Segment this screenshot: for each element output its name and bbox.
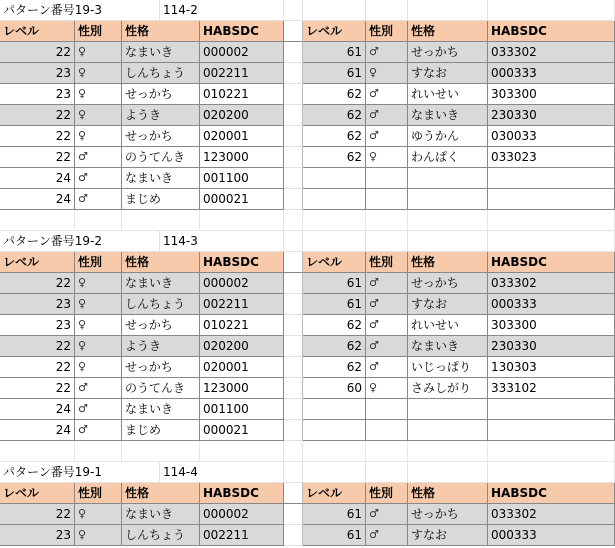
- stats-cell[interactable]: 033023: [488, 147, 615, 168]
- blank-row: [0, 210, 615, 231]
- empty-cell[interactable]: [488, 168, 615, 189]
- level-cell[interactable]: 62: [303, 336, 366, 357]
- empty-cell[interactable]: [408, 420, 488, 441]
- header-nature[interactable]: 性格: [408, 252, 488, 273]
- level-cell[interactable]: 22: [0, 357, 75, 378]
- empty-cell[interactable]: [366, 231, 408, 252]
- gender-cell[interactable]: ♂: [75, 420, 122, 441]
- empty-cell[interactable]: [284, 231, 303, 252]
- gap-cell[interactable]: [284, 147, 303, 168]
- stats-cell[interactable]: 130303: [488, 357, 615, 378]
- stats-cell[interactable]: 303300: [488, 315, 615, 336]
- stats-cell[interactable]: 000021: [200, 189, 284, 210]
- gender-cell[interactable]: ♂: [366, 105, 408, 126]
- level-cell[interactable]: 22: [0, 42, 75, 63]
- header-gender[interactable]: 性別: [366, 483, 408, 504]
- empty-cell[interactable]: [303, 420, 366, 441]
- table-row: [0, 315, 615, 336]
- empty-cell[interactable]: [408, 210, 488, 231]
- empty-cell[interactable]: [122, 441, 200, 462]
- stats-cell[interactable]: 123000: [200, 378, 284, 399]
- stats-cell[interactable]: 230330: [488, 336, 615, 357]
- table-row: [0, 378, 615, 399]
- level-cell[interactable]: 61: [303, 294, 366, 315]
- stats-cell[interactable]: 000333: [488, 63, 615, 84]
- header-level[interactable]: レベル: [0, 252, 75, 273]
- nature-cell[interactable]: せっかち: [408, 42, 488, 63]
- empty-cell[interactable]: [488, 189, 615, 210]
- empty-cell[interactable]: [303, 0, 366, 21]
- level-cell[interactable]: 23: [0, 294, 75, 315]
- level-cell[interactable]: 62: [303, 147, 366, 168]
- level-cell[interactable]: 23: [0, 84, 75, 105]
- table-row: [0, 126, 615, 147]
- gender-cell[interactable]: ♂: [366, 294, 408, 315]
- header-level[interactable]: レベル: [303, 252, 366, 273]
- level-cell[interactable]: 61: [303, 42, 366, 63]
- nature-cell[interactable]: なまいき: [122, 168, 200, 189]
- empty-cell[interactable]: [284, 462, 303, 483]
- empty-cell[interactable]: [488, 420, 615, 441]
- gender-cell[interactable]: ♂: [75, 147, 122, 168]
- gender-cell[interactable]: ♀: [366, 147, 408, 168]
- header-level[interactable]: レベル: [0, 483, 75, 504]
- gap-cell[interactable]: [284, 252, 303, 273]
- empty-cell[interactable]: [488, 441, 615, 462]
- empty-cell[interactable]: [366, 210, 408, 231]
- table-row: [0, 147, 615, 168]
- nature-cell[interactable]: のうてんき: [122, 378, 200, 399]
- stats-cell[interactable]: 002211: [200, 294, 284, 315]
- gender-cell[interactable]: ♀: [75, 315, 122, 336]
- nature-cell[interactable]: ようき: [122, 336, 200, 357]
- empty-cell[interactable]: [122, 210, 200, 231]
- nature-cell[interactable]: まじめ: [122, 420, 200, 441]
- gap-cell[interactable]: [284, 273, 303, 294]
- nature-cell[interactable]: れいせい: [408, 84, 488, 105]
- empty-cell[interactable]: [366, 168, 408, 189]
- level-cell[interactable]: 24: [0, 189, 75, 210]
- gender-cell[interactable]: ♂: [366, 42, 408, 63]
- gap-cell[interactable]: [284, 336, 303, 357]
- blank-row: [0, 441, 615, 462]
- nature-cell[interactable]: せっかち: [122, 315, 200, 336]
- empty-cell[interactable]: [284, 441, 303, 462]
- empty-cell[interactable]: [408, 231, 488, 252]
- table-row: [0, 420, 615, 441]
- gender-cell[interactable]: ♀: [75, 294, 122, 315]
- gender-cell[interactable]: ♀: [75, 504, 122, 525]
- stats-cell[interactable]: 001100: [200, 168, 284, 189]
- nature-cell[interactable]: しんちょう: [122, 525, 200, 546]
- empty-cell[interactable]: [366, 462, 408, 483]
- nature-cell[interactable]: さみしがり: [408, 378, 488, 399]
- nature-cell[interactable]: のうてんき: [122, 147, 200, 168]
- empty-cell[interactable]: [366, 420, 408, 441]
- table-row: [0, 168, 615, 189]
- section-title-row: [0, 231, 615, 252]
- nature-cell[interactable]: せっかち: [408, 273, 488, 294]
- stats-cell[interactable]: 333102: [488, 378, 615, 399]
- nature-cell[interactable]: なまいき: [408, 336, 488, 357]
- stats-cell[interactable]: 001100: [200, 399, 284, 420]
- empty-cell[interactable]: [75, 210, 122, 231]
- gap-cell[interactable]: [284, 84, 303, 105]
- gender-cell[interactable]: ♂: [75, 399, 122, 420]
- empty-cell[interactable]: [408, 189, 488, 210]
- header-row: [0, 21, 615, 42]
- empty-cell[interactable]: [366, 441, 408, 462]
- empty-cell[interactable]: [366, 399, 408, 420]
- level-cell[interactable]: 22: [0, 105, 75, 126]
- table-row: [0, 336, 615, 357]
- header-nature[interactable]: 性格: [122, 483, 200, 504]
- level-cell[interactable]: 61: [303, 273, 366, 294]
- pattern-code[interactable]: 114-3: [160, 231, 284, 252]
- stats-cell[interactable]: 230330: [488, 105, 615, 126]
- pattern-title[interactable]: パターン番号19-1: [0, 462, 160, 483]
- empty-cell[interactable]: [408, 0, 488, 21]
- empty-cell[interactable]: [488, 462, 615, 483]
- table-row: [0, 42, 615, 63]
- gender-cell[interactable]: ♂: [366, 273, 408, 294]
- nature-cell[interactable]: なまいき: [122, 42, 200, 63]
- level-cell[interactable]: 60: [303, 378, 366, 399]
- empty-cell[interactable]: [0, 441, 75, 462]
- stats-cell[interactable]: 000021: [200, 420, 284, 441]
- empty-cell[interactable]: [200, 210, 284, 231]
- stats-cell[interactable]: 123000: [200, 147, 284, 168]
- level-cell[interactable]: 23: [0, 525, 75, 546]
- stats-cell[interactable]: 303300: [488, 84, 615, 105]
- level-cell[interactable]: 62: [303, 84, 366, 105]
- stats-cell[interactable]: 002211: [200, 63, 284, 84]
- gap-cell[interactable]: [284, 63, 303, 84]
- nature-cell[interactable]: まじめ: [122, 189, 200, 210]
- header-gender[interactable]: 性別: [366, 252, 408, 273]
- empty-cell[interactable]: [488, 0, 615, 21]
- gender-cell[interactable]: ♂: [366, 336, 408, 357]
- section-title-row: [0, 0, 615, 21]
- gender-cell[interactable]: ♀: [366, 63, 408, 84]
- nature-cell[interactable]: しんちょう: [122, 63, 200, 84]
- level-cell[interactable]: 24: [0, 399, 75, 420]
- stats-cell[interactable]: 020001: [200, 126, 284, 147]
- header-nature[interactable]: 性格: [408, 21, 488, 42]
- gap-cell[interactable]: [284, 21, 303, 42]
- gap-cell[interactable]: [284, 315, 303, 336]
- gender-cell[interactable]: ♀: [366, 378, 408, 399]
- gap-cell[interactable]: [284, 378, 303, 399]
- gender-cell[interactable]: ♂: [366, 504, 408, 525]
- empty-cell[interactable]: [303, 210, 366, 231]
- table-row: [0, 504, 615, 525]
- header-level[interactable]: レベル: [303, 483, 366, 504]
- stats-cell[interactable]: 010221: [200, 315, 284, 336]
- level-cell[interactable]: 61: [303, 525, 366, 546]
- stats-cell[interactable]: 000002: [200, 273, 284, 294]
- level-cell[interactable]: 22: [0, 147, 75, 168]
- empty-cell[interactable]: [303, 231, 366, 252]
- stats-cell[interactable]: 030033: [488, 126, 615, 147]
- empty-cell[interactable]: [0, 210, 75, 231]
- empty-cell[interactable]: [488, 210, 615, 231]
- gender-cell[interactable]: ♀: [75, 525, 122, 546]
- nature-cell[interactable]: せっかち: [122, 357, 200, 378]
- header-nature[interactable]: 性格: [408, 483, 488, 504]
- table-row: [0, 273, 615, 294]
- table-row: [0, 84, 615, 105]
- gap-cell[interactable]: [284, 483, 303, 504]
- stats-cell[interactable]: 020200: [200, 105, 284, 126]
- gap-cell[interactable]: [284, 420, 303, 441]
- nature-cell[interactable]: わんぱく: [408, 147, 488, 168]
- gap-cell[interactable]: [284, 126, 303, 147]
- nature-cell[interactable]: しんちょう: [122, 294, 200, 315]
- gender-cell[interactable]: ♂: [366, 315, 408, 336]
- stats-cell[interactable]: 000333: [488, 525, 615, 546]
- level-cell[interactable]: 23: [0, 315, 75, 336]
- stats-cell[interactable]: 000333: [488, 294, 615, 315]
- gap-cell[interactable]: [284, 105, 303, 126]
- empty-cell[interactable]: [75, 441, 122, 462]
- header-stats[interactable]: HABSDC: [200, 483, 284, 504]
- level-cell[interactable]: 62: [303, 357, 366, 378]
- empty-cell[interactable]: [303, 462, 366, 483]
- stats-cell[interactable]: 033302: [488, 42, 615, 63]
- pattern-title[interactable]: パターン番号19-2: [0, 231, 160, 252]
- nature-cell[interactable]: すなお: [408, 294, 488, 315]
- level-cell[interactable]: 24: [0, 168, 75, 189]
- gap-cell[interactable]: [284, 42, 303, 63]
- empty-cell[interactable]: [303, 168, 366, 189]
- header-level[interactable]: レベル: [0, 21, 75, 42]
- pattern-code[interactable]: 114-4: [160, 462, 284, 483]
- level-cell[interactable]: 24: [0, 420, 75, 441]
- nature-cell[interactable]: せっかち: [122, 126, 200, 147]
- empty-cell[interactable]: [303, 399, 366, 420]
- stats-cell[interactable]: 033302: [488, 504, 615, 525]
- gender-cell[interactable]: ♂: [366, 525, 408, 546]
- stats-cell[interactable]: 010221: [200, 84, 284, 105]
- empty-cell[interactable]: [408, 168, 488, 189]
- nature-cell[interactable]: せっかち: [122, 84, 200, 105]
- header-gender[interactable]: 性別: [75, 21, 122, 42]
- nature-cell[interactable]: なまいき: [122, 504, 200, 525]
- empty-cell[interactable]: [408, 441, 488, 462]
- empty-cell[interactable]: [303, 189, 366, 210]
- nature-cell[interactable]: すなお: [408, 63, 488, 84]
- level-cell[interactable]: 61: [303, 63, 366, 84]
- gender-cell[interactable]: ♂: [75, 168, 122, 189]
- gender-cell[interactable]: ♂: [75, 189, 122, 210]
- gender-cell[interactable]: ♀: [75, 84, 122, 105]
- nature-cell[interactable]: なまいき: [122, 399, 200, 420]
- stats-cell[interactable]: 020200: [200, 336, 284, 357]
- gender-cell[interactable]: ♂: [366, 357, 408, 378]
- header-stats[interactable]: HABSDC: [488, 252, 615, 273]
- gender-cell[interactable]: ♀: [75, 42, 122, 63]
- level-cell[interactable]: 62: [303, 126, 366, 147]
- level-cell[interactable]: 61: [303, 504, 366, 525]
- stats-cell[interactable]: 020001: [200, 357, 284, 378]
- gap-cell[interactable]: [284, 294, 303, 315]
- gender-cell[interactable]: ♀: [75, 63, 122, 84]
- table-row: [0, 357, 615, 378]
- table-row: [0, 189, 615, 210]
- empty-cell[interactable]: [366, 0, 408, 21]
- header-nature[interactable]: 性格: [122, 252, 200, 273]
- empty-cell[interactable]: [488, 231, 615, 252]
- table-row: [0, 399, 615, 420]
- stats-cell[interactable]: 033302: [488, 273, 615, 294]
- level-cell[interactable]: 22: [0, 504, 75, 525]
- header-stats[interactable]: HABSDC: [488, 483, 615, 504]
- gender-cell[interactable]: ♀: [75, 126, 122, 147]
- level-cell[interactable]: 22: [0, 273, 75, 294]
- pattern-title[interactable]: パターン番号19-3: [0, 0, 160, 21]
- nature-cell[interactable]: すなお: [408, 525, 488, 546]
- section-title-row: [0, 462, 615, 483]
- table-row: [0, 294, 615, 315]
- empty-cell[interactable]: [488, 399, 615, 420]
- gap-cell[interactable]: [284, 189, 303, 210]
- header-stats[interactable]: HABSDC: [488, 21, 615, 42]
- header-nature[interactable]: 性格: [122, 21, 200, 42]
- level-cell[interactable]: 62: [303, 105, 366, 126]
- gender-cell[interactable]: ♂: [366, 84, 408, 105]
- empty-cell[interactable]: [284, 0, 303, 21]
- stats-cell[interactable]: 000002: [200, 504, 284, 525]
- nature-cell[interactable]: せっかち: [408, 504, 488, 525]
- header-row: [0, 252, 615, 273]
- gap-cell[interactable]: [284, 525, 303, 546]
- level-cell[interactable]: 22: [0, 336, 75, 357]
- level-cell[interactable]: 62: [303, 315, 366, 336]
- nature-cell[interactable]: ゆうかん: [408, 126, 488, 147]
- header-gender[interactable]: 性別: [366, 21, 408, 42]
- level-cell[interactable]: 22: [0, 378, 75, 399]
- header-row: [0, 483, 615, 504]
- gender-cell[interactable]: ♀: [75, 336, 122, 357]
- table-row: [0, 105, 615, 126]
- gap-cell[interactable]: [284, 357, 303, 378]
- header-gender[interactable]: 性別: [75, 252, 122, 273]
- nature-cell[interactable]: れいせい: [408, 315, 488, 336]
- gender-cell[interactable]: ♀: [75, 357, 122, 378]
- nature-cell[interactable]: なまいき: [408, 105, 488, 126]
- table-row: [0, 63, 615, 84]
- table-row: [0, 525, 615, 546]
- empty-cell[interactable]: [408, 399, 488, 420]
- nature-cell[interactable]: いじっぱり: [408, 357, 488, 378]
- empty-cell[interactable]: [200, 441, 284, 462]
- gender-cell[interactable]: ♀: [75, 105, 122, 126]
- gap-cell[interactable]: [284, 168, 303, 189]
- gap-cell[interactable]: [284, 504, 303, 525]
- empty-cell[interactable]: [366, 189, 408, 210]
- header-level[interactable]: レベル: [303, 21, 366, 42]
- stats-cell[interactable]: 002211: [200, 525, 284, 546]
- gap-cell[interactable]: [284, 399, 303, 420]
- level-cell[interactable]: 22: [0, 126, 75, 147]
- gender-cell[interactable]: ♀: [75, 273, 122, 294]
- header-stats[interactable]: HABSDC: [200, 21, 284, 42]
- empty-cell[interactable]: [284, 210, 303, 231]
- empty-cell[interactable]: [408, 462, 488, 483]
- empty-cell[interactable]: [303, 441, 366, 462]
- gender-cell[interactable]: ♂: [366, 126, 408, 147]
- stats-cell[interactable]: 000002: [200, 42, 284, 63]
- pattern-code[interactable]: 114-2: [160, 0, 284, 21]
- level-cell[interactable]: 23: [0, 63, 75, 84]
- gender-cell[interactable]: ♂: [75, 378, 122, 399]
- nature-cell[interactable]: なまいき: [122, 273, 200, 294]
- header-gender[interactable]: 性別: [75, 483, 122, 504]
- header-stats[interactable]: HABSDC: [200, 252, 284, 273]
- nature-cell[interactable]: ようき: [122, 105, 200, 126]
